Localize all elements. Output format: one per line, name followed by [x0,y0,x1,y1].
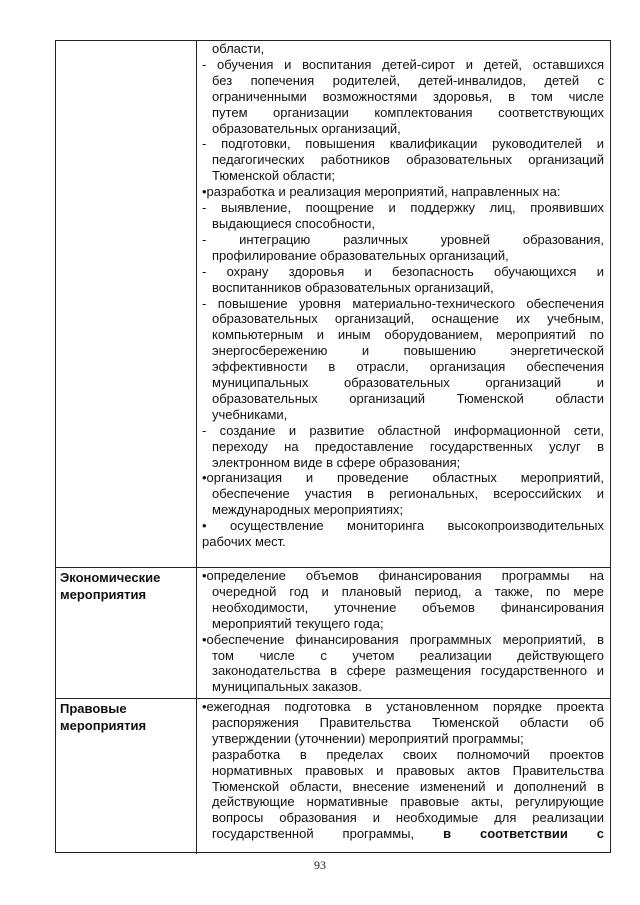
line-text: - создание и развитие областной информационной сети, [202,422,604,438]
line-text: воспитанников образовательных организаций, [212,279,494,295]
line-text: государственной программы, [212,826,415,842]
text-line [202,311,604,327]
line-text: - выявление, поощрение и поддержку лиц, проявивших [202,200,604,216]
line-text: обеспечение участия в региональных, всероссийских и [212,486,604,502]
line-text: •определение объемов финансирования программы на [202,568,604,583]
text-line [202,105,604,121]
line-text: том числе с учетом реализации действующего [212,647,604,663]
text-line [202,232,604,248]
line-text: Тюменской области, внесение изменений и дополнений в [212,778,604,794]
text-line [202,731,604,747]
text-line [202,648,604,664]
line-text: эффективности в отрасли, организация обеспечения [212,359,604,375]
row-label-cell [56,699,197,854]
line-text: Тюменской области; [212,168,335,184]
table-row [56,41,610,567]
table-row [56,698,610,854]
row-content-cell [197,41,610,550]
row-label-cell [56,41,197,567]
text-line [202,248,604,264]
line-text: - интеграцию различных уровней образования, [202,231,604,247]
text-line [202,794,604,810]
line-text: муниципальных заказов. [212,679,362,695]
text-line [202,41,604,57]
text-line [202,73,604,89]
line-text: учебниками, [212,406,288,422]
line-text: компьютерным и иным оборудованием, мероприятий по [212,327,604,343]
text-line [202,168,604,184]
line-text: профилирование образовательных организаций, [212,247,509,263]
text-line [202,486,604,502]
line-text: энергосбережению и повышению энергетической [212,343,604,359]
line-text: •ежегодная подготовка в установленном порядке проекта [202,699,604,714]
text-line [202,136,604,152]
text-line [202,600,604,616]
row-label: Экономические мероприятия [60,570,161,602]
table-row [56,567,610,698]
line-text: •обеспечение финансирования программных мероприятий, в [202,631,604,647]
line-text: мероприятий текущего года; [212,615,384,631]
line-text: разработка в пределах своих полномочий проектов [212,746,604,762]
text-line [202,89,604,105]
line-text: педагогических работников образовательных организаций [212,152,604,168]
line-text: без попечения родителей, детей-инвалидов, детей с [212,72,604,88]
line-text: рабочих мест. [202,534,286,550]
text-line [202,568,604,584]
text-line [202,616,604,632]
text-line [202,359,604,375]
line-text: •разработка и реализация мероприятий, направленных на: [202,184,561,200]
text-line [202,779,604,795]
document-table [55,40,611,853]
text-line [202,391,604,407]
line-text: международных мероприятиях; [212,502,404,518]
text-line [202,57,604,73]
text-line [202,534,604,550]
line-text: необходимости, уточнение объемов финансирования [212,599,604,615]
text-line [202,343,604,359]
text-line [202,518,604,534]
line-text: ограниченными возможностями здоровья, в том числе [212,88,604,104]
text-line [202,184,604,200]
text-line [202,584,604,600]
text-line [202,632,604,648]
line-text: действующие нормативные правовые акты, регулирующие [212,794,604,810]
text-line [202,280,604,296]
text-line [202,264,604,280]
line-text: электронном виде в сфере образования; [212,454,461,470]
line-text: распоряжения Правительства Тюменской области об [212,714,604,730]
line-text: муниципальных образовательных организаций и [212,375,604,391]
text-line [202,296,604,312]
text-line [202,763,604,779]
row-label-cell [56,568,197,698]
text-line [202,455,604,471]
line-text: вопросы образования и необходимые для реализации [212,810,604,826]
text-line [202,121,604,137]
line-text: нормативных правовых и правовых актов Правительства [212,762,604,778]
line-text: утверждении (уточнении) мероприятий программы; [212,730,524,746]
text-line [202,407,604,423]
text-line [202,200,604,216]
text-line [202,679,604,695]
line-text: • осуществление мониторинга высокопроизводительных [202,518,604,534]
text-line [202,747,604,763]
line-text: - охрану здоровья и безопасность обучающихся и [202,263,604,279]
line-text: - повышение уровня материально-технического обеспечения [202,295,604,311]
text-line [202,423,604,439]
text-line [202,502,604,518]
row-content-cell [197,568,610,695]
text-line [202,810,604,826]
text-line [202,152,604,168]
line-text: очередной год и плановый период, а также, по мере [212,583,604,599]
text-line [202,327,604,343]
line-text: путем организации комплектования соответствующих [212,104,604,120]
line-text: законодательства в сфере размещения государственного и [212,663,604,679]
line-text: образовательных организаций Тюменской области [212,390,604,406]
text-line [202,715,604,731]
line-text: •организация и проведение областных мероприятий, [202,470,604,486]
text-line [202,826,604,842]
page-number: 93 [314,858,326,872]
text-line [202,699,604,715]
line-text: области, [212,41,265,56]
line-text: - подготовки, повышения квалификации руководителей и [202,136,604,152]
line-text: образовательных организаций, оснащение их учебным, [212,311,604,327]
text-line [202,439,604,455]
text-line [202,470,604,486]
line-text: - обучения и воспитания детей-сирот и детей, оставшихся [202,56,604,72]
text-line [202,375,604,391]
text-line [202,216,604,232]
text-line [202,663,604,679]
bold-text: в соответствии с [443,826,604,842]
row-content-cell [197,699,610,842]
line-text: образовательных организаций, [212,120,401,136]
line-text: переходу на предоставление государственных услуг в [212,438,604,454]
line-text: выдающиеся способности, [212,215,375,231]
row-label: Правовые мероприятия [60,701,147,733]
